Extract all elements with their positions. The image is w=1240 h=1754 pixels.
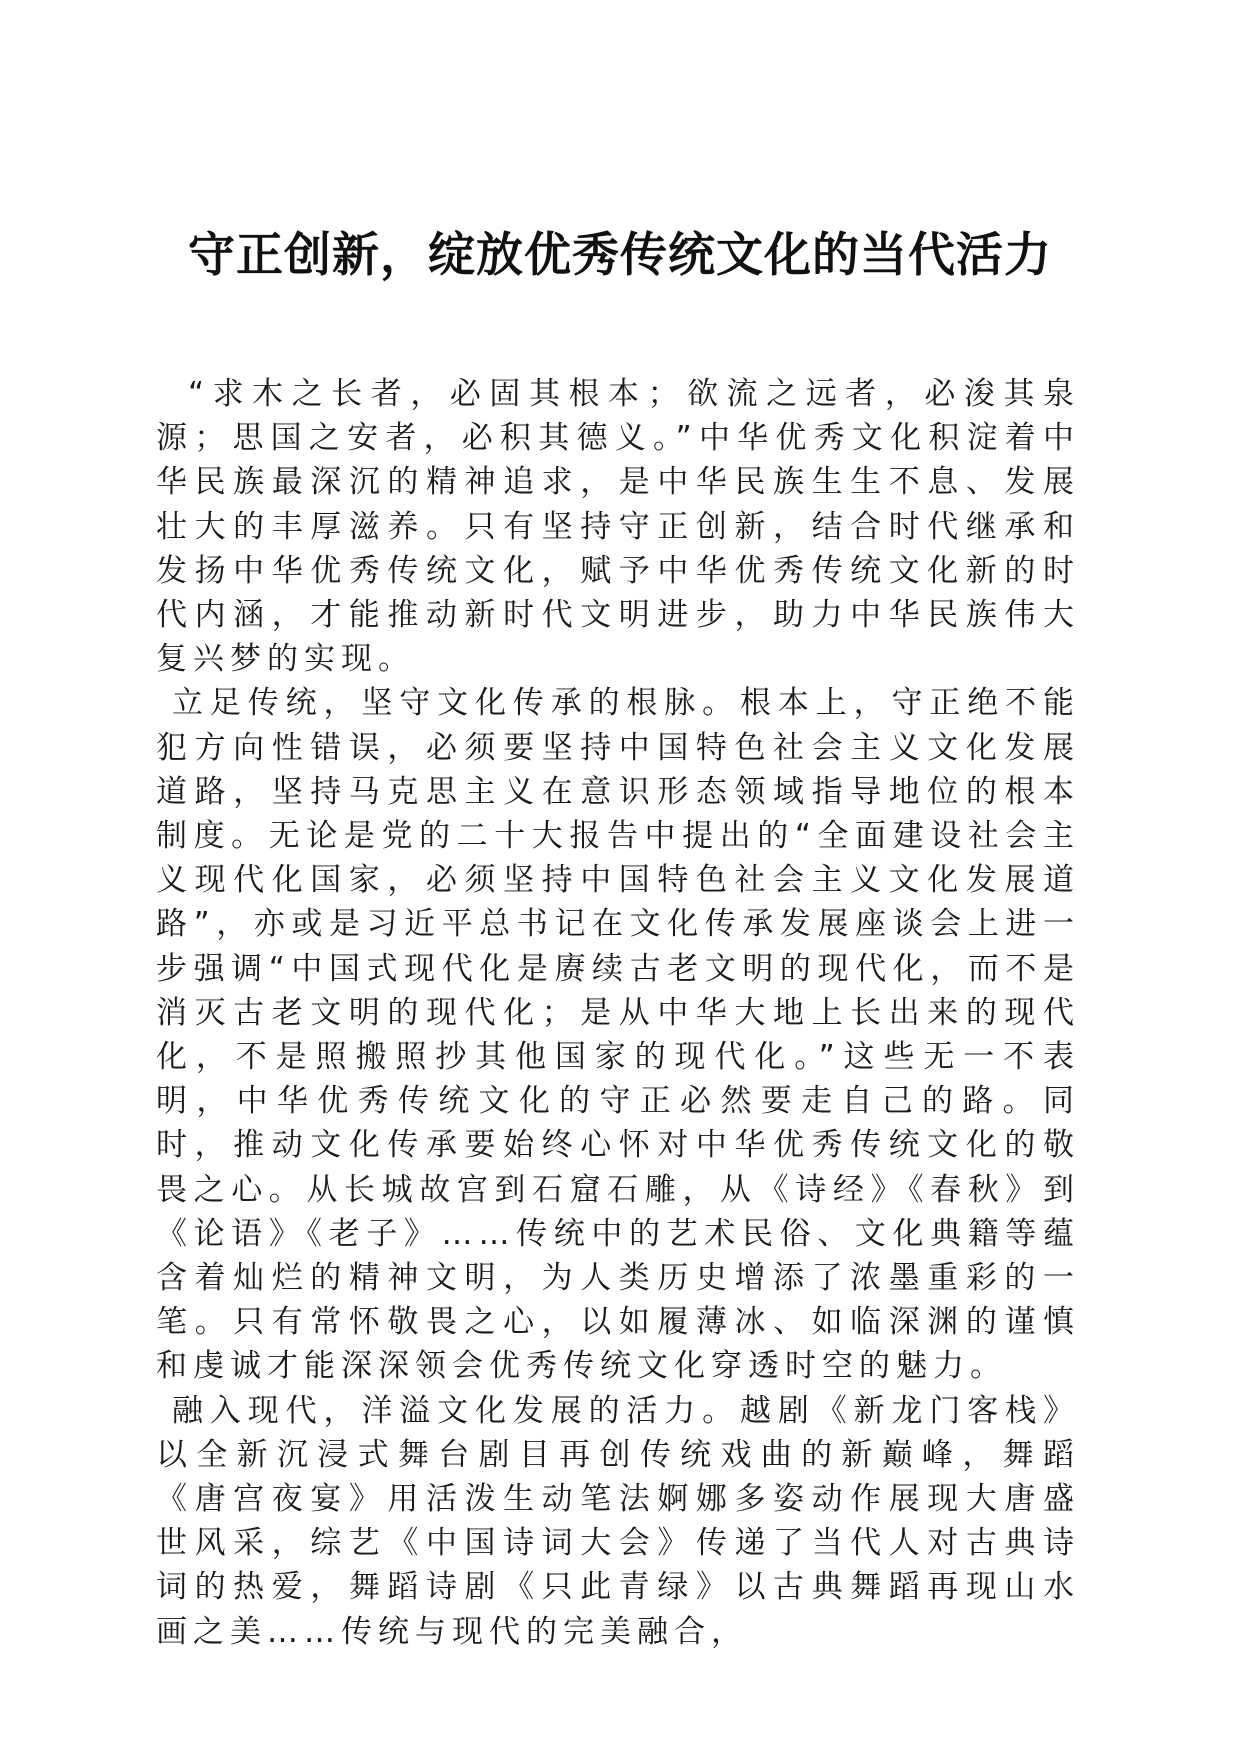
document-body: [156, 372, 1080, 1654]
paragraph-3: 融入现代，洋溢文化发展的活力。越剧《新龙门客栈》以全新沉浸式舞台剧目再创传统戏曲的新巅峰，舞蹈《唐宫夜宴》用活泼生动笔法婀娜多姿动作展现大唐盛世风采，综艺《中国诗词大会》传递了当代人对古典诗词的热爱，舞蹈诗剧《只此青绿》以古典舞蹈再现山水画之美……传统与现代的完美融合，: [156, 1392, 1080, 1650]
paragraph-2: 立足传统，坚守文化传承的根脉。根本上，守正绝不能犯方向性错误，必须要坚持中国特色社会主义文化发展道路，坚持马克思主义在意识形态领域指导地位的根本制度。无论是党的二十大报告中提出的“全面建设社会主义现代化国家，必须坚持中国特色社会主义文化发展道路”，亦或是习近平总书记在文化传承发展座谈会上进一步强调“中国式现代化是赓续古老文明的现代化，而不是消灭古老文明的现代化；是从中华大地上长出来的现代化，不是照搬照抄其他国家的现代化。”这些无一不表明，中华优秀传统文化的守正必然要走自己的路。同时，推动文化传承要始终心怀对中华优秀传统文化的敬畏之心。从长城故宫到石窟石雕，从《诗经》《春秋》到《论语》《老子》……传统中的艺术民俗、文化典籍等蕴含着灿烂的精神文明，为人类历史增添了浓墨重彩的一笔。只有常怀敬畏之心，以如履薄冰、如临深渊的谨慎和虔诚才能深深领会优秀传统文化穿透时空的魅力。: [156, 685, 1080, 1385]
document-title: 守正创新，绽放优秀传统文化的当代活力: [188, 228, 1052, 283]
paragraph-1: “求木之长者，必固其根本；欲流之远者，必浚其泉源；思国之安者，必积其德义。”中华优秀文化积淀着中华民族最深沉的精神追求，是中华民族生生不息、发展壮大的丰厚滋养。只有坚持守正创新，结合时代继承和发扬中华优秀传统文化，赋予中华优秀传统文化新的时代内涵，才能推动新时代文明进步，助力中华民族伟大复兴梦的实现。: [156, 376, 1080, 678]
